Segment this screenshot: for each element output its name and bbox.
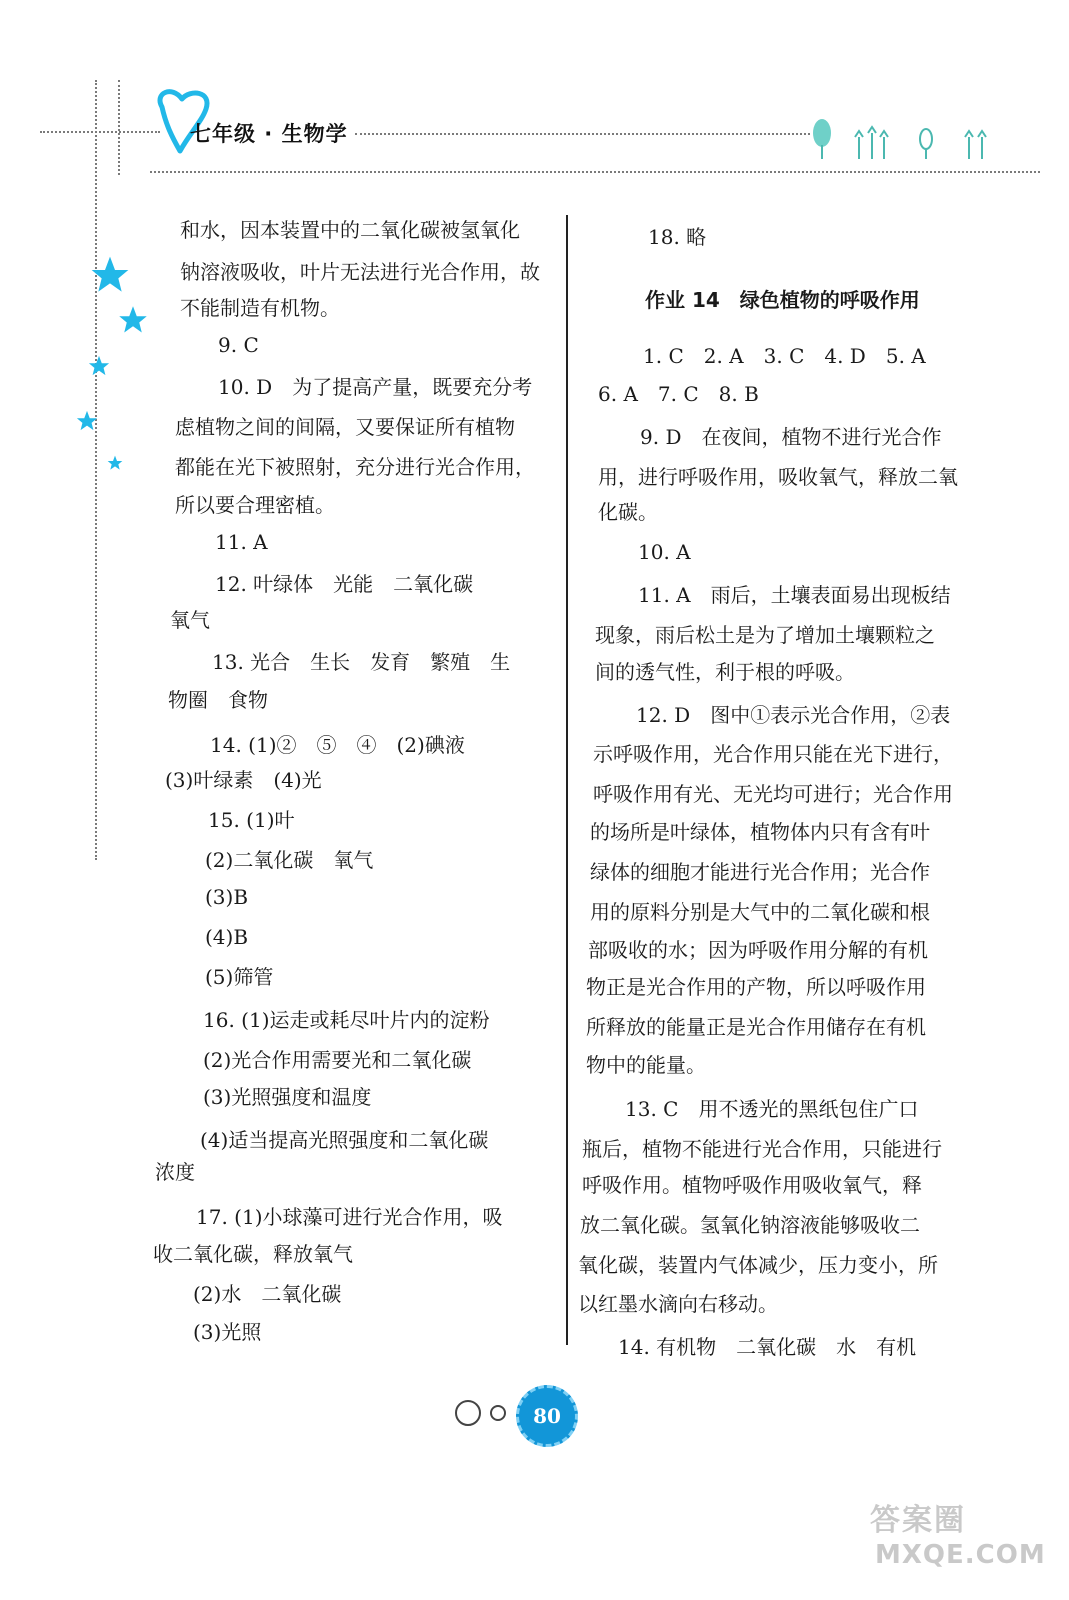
header-dotted-line-left: [40, 131, 160, 133]
text-line: 所释放的能量正是光合作用储存在有机: [586, 1015, 926, 1039]
text-line: (2)光合作用需要光和二氧化碳: [203, 1048, 472, 1072]
text-line: 化碳。: [598, 500, 658, 524]
answer-line: 14. (1)② ⑤ ④ (2)碘液: [210, 733, 465, 757]
star-icon: [76, 410, 98, 432]
text-line: 的场所是叶绿体，植物体内只有含有叶: [590, 820, 930, 844]
text-line: 瓶后，植物不能进行光合作用，只能进行: [582, 1137, 942, 1161]
star-icon: [88, 355, 110, 377]
answer-line: 9. C: [218, 333, 259, 357]
text-line: 呼吸作用。植物呼吸作用吸收氧气，释: [582, 1173, 922, 1197]
answer-line: 12. D 图中①表示光合作用，②表: [636, 703, 951, 727]
answer-line: 13. 光合 生长 发育 繁殖 生: [212, 650, 511, 674]
text-line: 所以要合理密植。: [175, 493, 335, 517]
answer-line: 9. D 在夜间，植物不进行光合作: [640, 425, 942, 449]
text-line: 呼吸作用有光、无光均可进行；光合作用: [593, 782, 953, 806]
answer-line: 1. C 2. A 3. C 4. D 5. A: [643, 344, 926, 368]
answer-line: 11. A: [215, 530, 268, 554]
watermark-logo: 答案圈: [870, 1503, 966, 1538]
text-line: (4)B: [205, 925, 249, 949]
text-line: 示呼吸作用，光合作用只能在光下进行，: [593, 742, 953, 766]
text-line: 用，进行呼吸作用，吸收氧气，释放二氧: [598, 465, 958, 489]
text-line: 氧化碳，装置内气体减少，压力变小，所: [578, 1253, 938, 1277]
text-line: 物中的能量。: [586, 1053, 706, 1077]
text-line: (4)适当提高光照强度和二氧化碳: [200, 1128, 489, 1152]
text-line: 放二氧化碳。氢氧化钠溶液能够吸收二: [580, 1213, 920, 1237]
text-line: 以红墨水滴向右移动。: [578, 1292, 778, 1316]
star-icon: [118, 305, 148, 335]
section-heading: 作业 14 绿色植物的呼吸作用: [645, 288, 920, 312]
answer-line: 11. A 雨后，土壤表面易出现板结: [638, 583, 951, 607]
star-icon: [90, 255, 130, 295]
text-line: 氧气: [170, 608, 210, 632]
margin-dotted-line-2: [118, 80, 120, 175]
text-line: 绿体的细胞才能进行光合作用；光合作: [590, 860, 930, 884]
decorative-circle-small: [490, 1405, 506, 1421]
margin-dotted-line: [95, 80, 97, 860]
text-line: 物圈 食物: [168, 688, 268, 712]
text-line: 和水，因本装置中的二氧化碳被氢氧化: [180, 218, 520, 242]
text-line: (2)水 二氧化碳: [193, 1282, 342, 1306]
text-line: 虑植物之间的间隔，又要保证所有植物: [175, 415, 515, 439]
text-line: 现象，雨后松土是为了增加土壤颗粒之: [595, 623, 935, 647]
header-dotted-line-lower: [150, 171, 1040, 173]
text-line: 物正是光合作用的产物，所以呼吸作用: [586, 975, 926, 999]
plant-decoration-icon: [800, 115, 1000, 165]
answer-line: 13. C 用不透光的黑纸包住广口: [625, 1097, 919, 1121]
text-line: 不能制造有机物。: [180, 296, 340, 320]
answer-line: 14. 有机物 二氧化碳 水 有机: [618, 1335, 917, 1359]
text-line: 间的透气性，利于根的呼吸。: [595, 660, 855, 684]
answer-line: 10. A: [638, 540, 691, 564]
page-number: 80: [516, 1385, 578, 1447]
text-line: (3)B: [205, 885, 249, 909]
answer-line: 10. D 为了提高产量，既要充分考: [218, 375, 533, 399]
answer-line: 17. (1)小球藻可进行光合作用，吸: [196, 1205, 503, 1229]
text-line: (3)光照: [193, 1320, 262, 1344]
star-icon: [107, 455, 123, 471]
text-line: 都能在光下被照射，充分进行光合作用，: [175, 455, 535, 479]
header-dotted-line-right: [355, 133, 810, 135]
book-title: 七年级 · 生物学: [190, 122, 348, 146]
text-line: (2)二氧化碳 氧气: [205, 848, 374, 872]
decorative-circle: [455, 1400, 481, 1426]
text-line: 收二氧化碳，释放氧气: [153, 1242, 353, 1266]
watermark-url: MXQE.COM: [875, 1540, 1046, 1570]
answer-line: 6. A 7. C 8. B: [598, 382, 759, 406]
text-line: 钠溶液吸收，叶片无法进行光合作用，故: [180, 260, 540, 284]
text-line: (5)筛管: [205, 965, 274, 989]
text-line: 浓度: [155, 1160, 195, 1184]
answer-line: 18. 略: [648, 225, 707, 249]
answer-line: 15. (1)叶: [208, 808, 295, 832]
answer-line: 16. (1)运走或耗尽叶片内的淀粉: [203, 1008, 490, 1032]
answer-line: 12. 叶绿体 光能 二氧化碳: [215, 572, 474, 596]
text-line: (3)叶绿素 (4)光: [165, 768, 322, 792]
text-line: 部吸收的水；因为呼吸作用分解的有机: [588, 938, 928, 962]
text-line: 用的原料分别是大气中的二氧化碳和根: [590, 900, 930, 924]
text-line: (3)光照强度和温度: [203, 1085, 372, 1109]
column-divider: [566, 215, 568, 1345]
